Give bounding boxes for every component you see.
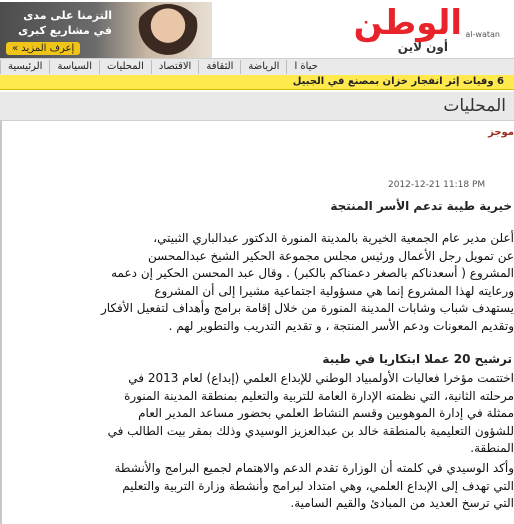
paragraph-line: عن تمويل رجل الأعمال ورئيس مجلس مجموعة الحكير الشيخ عبدالمحسن [148,248,514,263]
ticker-text[interactable]: 6 وفيات إثر انفجار خزان بمصنع في الجبيل [292,76,504,87]
ad-portrait-image [132,4,204,58]
section-title: المحليات [443,96,506,116]
paragraph-line: وتقديم المعونات ودعم الأسر المنتجة ، و تقديم التدريب والتطوير لهم . [168,318,514,333]
paragraph-line: ورعايته لهذا المشروع إنما هي مسؤولية اجتماعية مشيرا إلى أن المشروع [154,283,514,298]
paragraph-line: اختتمت مؤخرا فعاليات الأولمبياد الوطني للإبداع العلمي (إبداع) لعام 2013 في [128,371,514,385]
nav-item-sports[interactable]: الرياضة [240,60,286,74]
article-subheadline[interactable]: ترشيح 20 عملا ابتكاريا في طيبة [322,352,512,366]
paragraph-line: وأكد الوسيدي في كلمته أن الوزارة تقدم الدعم والاهتمام لجميع البرامج والأنشطة [114,461,514,475]
logo-brand: الوطن [353,3,462,43]
nav-item-culture[interactable]: الثقافة [198,60,240,74]
article-body-3 [0,460,514,513]
logo-tagline: أون لاين [397,40,448,54]
nav-item-politics[interactable]: السياسة [49,60,99,74]
paragraph-line: للشؤون التعليمية بالمنطقة خالد بن عبدالعزيز الوسيدي وذلك بمقر بيت الطالب في [107,423,514,438]
paragraph-line: يستهدف شباب وشابات المدينة المنورة من خلال إقامة برامج وأهداف لتفعيل الأفكار [100,301,514,315]
nav-item-local[interactable]: المحليات [99,60,151,74]
summary-link[interactable]: موجز [488,127,514,138]
section-header [0,92,514,121]
paragraph-line: المنطقة. [470,441,514,455]
ad-learn-more-button[interactable]: إعرف المزيد » [6,42,80,55]
paragraph-line: مرحلته الثانية، التي نظمته الإدارة العامة للتربية والتعليم بمنطقة المدينة المنورة [124,388,514,403]
paragraph-1 [0,230,514,335]
ad-text [2,8,112,38]
paragraph-line: التي ترسخ العديد من المبادئ والقيم السامية. [290,496,514,510]
nav-item-home[interactable]: الرئيسية [0,60,49,74]
main-nav [0,58,514,76]
paragraph-line: التي تهدف إلى الإبداع العلمي، وهي امتداد لبرامج وأنشطة وزارة التربية والتعليم [122,478,514,493]
paragraph-line: ممثلة في إدارة الموهوبين وقسم النشاط العلمي بحضور مساعد المدير العام [138,406,514,420]
paragraph-line: المشروع ( أسعدناكم بالصغر دعمناكم بالكبر) . وقال عبد المحسن الحكير إن دعمه [111,266,514,280]
site-header [0,0,514,58]
site-logo[interactable] [330,4,500,56]
article-body-1 [0,230,514,335]
article-timestamp: 2012-12-21 11:18 PM [388,180,486,190]
banner-ad[interactable] [0,2,212,58]
logo-latin: al-watan [465,30,500,39]
article-headline[interactable]: خيرية طيبة تدعم الأسر المنتجة [330,199,512,213]
article-body-2 [0,370,514,458]
paragraph-3 [0,460,514,513]
ad-line-1: التزمنا على مدى [23,9,112,22]
ad-line-2: في مشاريع كبرى [18,24,112,37]
nav-item-life[interactable]: حياة ا [286,60,324,74]
nav-item-economy[interactable]: الاقتصاد [151,60,198,74]
paragraph-2 [0,370,514,458]
news-ticker[interactable] [0,75,514,90]
paragraph-line: أعلن مدير عام الجمعية الخيرية بالمدينة المنورة الدكتور عبدالباري الثبيتي، [153,231,514,245]
